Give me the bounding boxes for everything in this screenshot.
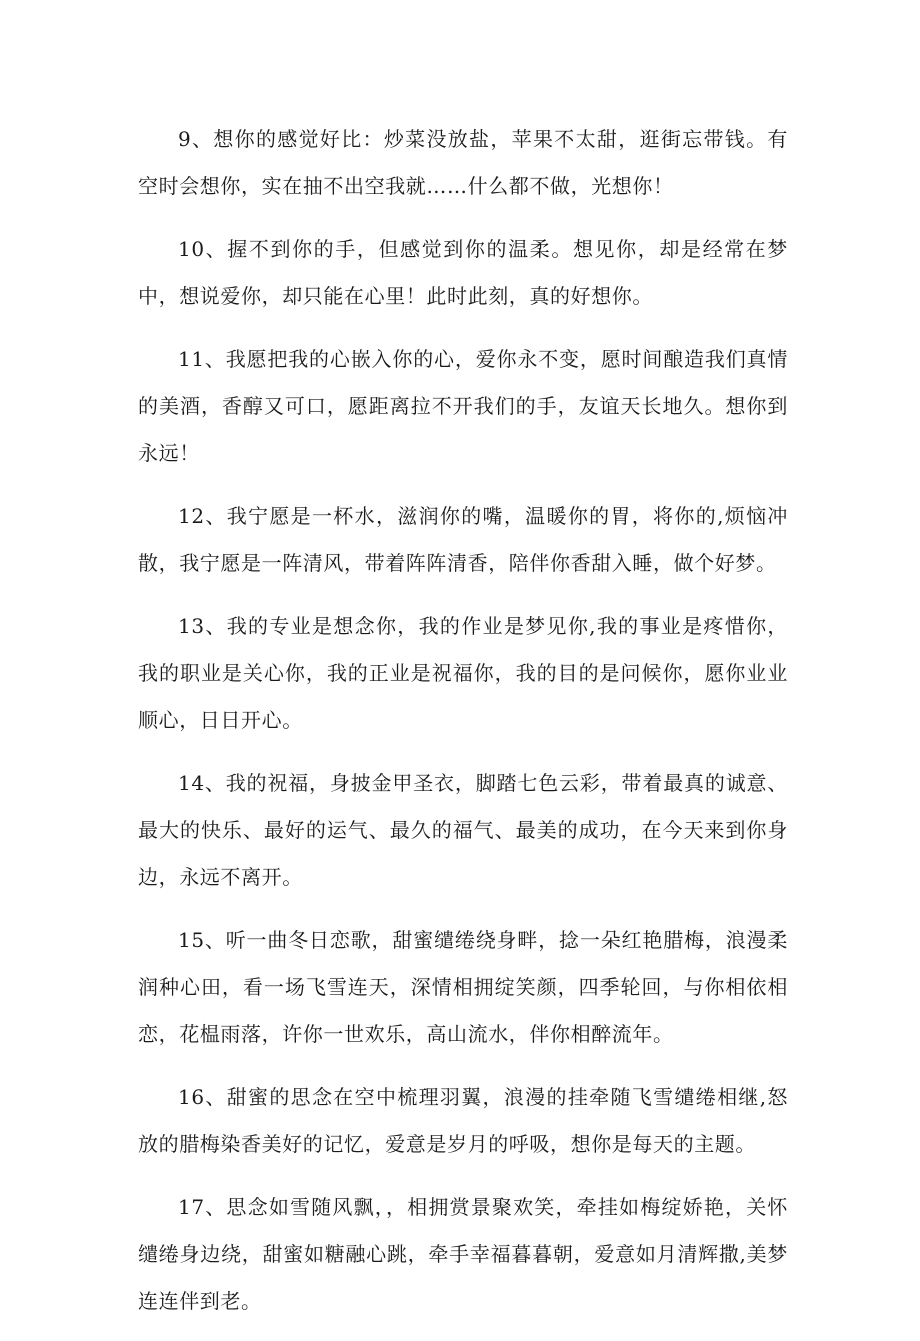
paragraph-9: 9、想你的感觉好比：炒菜没放盐，苹果不太甜，逛街忘带钱。有空时会想你，实在抽不出空我就……什么都不做，光想你！ [138,127,788,198]
paragraph-16: 16、甜蜜的思念在空中梳理羽翼，浪漫的挂牵随飞雪缱绻相继,怒放的腊梅染香美好的记忆，爱意是岁月的呼吸，想你是每天的主题。 [138,1085,788,1156]
paragraph-15: 15、听一曲冬日恋歌，甜蜜缱绻绕身畔，捻一朵红艳腊梅，浪漫柔润种心田，看一场飞雪连天，深情相拥绽笑颜，四季轮回，与你相依相恋，花榅雨落，许你一世欢乐，高山流水，伴你相醉流年。 [138,928,788,1046]
paragraph-11: 11、我愿把我的心嵌入你的心，爱你永不变，愿时间酿造我们真情的美酒，香醇又可口，愿距离拉不开我们的手，友谊天长地久。想你到永远！ [138,347,788,465]
paragraph-17: 17、思念如雪随风飘，，相拥赏景聚欢笑，牵挂如梅绽娇艳，关怀缱绻身边绕，甜蜜如糖融心跳，牵手幸福暮暮朝，爱意如月清辉撒,美梦连连伴到老。 [138,1195,788,1313]
paragraph-12: 12、我宁愿是一杯水，滋润你的嘴，温暖你的胃，将你的,烦恼冲散，我宁愿是一阵清风，带着阵阵清香，陪伴你香甜入睡，做个好梦。 [138,504,788,575]
paragraph-10: 10、握不到你的手，但感觉到你的温柔。想见你，却是经常在梦中，想说爱你，却只能在心里！此时此刻，真的好想你。 [138,237,788,308]
paragraph-14: 14、我的祝福，身披金甲圣衣，脚踏七色云彩，带着最真的诚意、最大的快乐、最好的运气、最久的福气、最美的成功，在今天来到你身边，永远不离开。 [138,771,788,889]
document-body [138,116,788,1341]
paragraph-13: 13、我的专业是想念你，我的作业是梦见你,我的事业是疼惜你，我的职业是关心你，我的正业是祝福你，我的目的是问候你，愿你业业顺心，日日开心。 [138,614,788,732]
